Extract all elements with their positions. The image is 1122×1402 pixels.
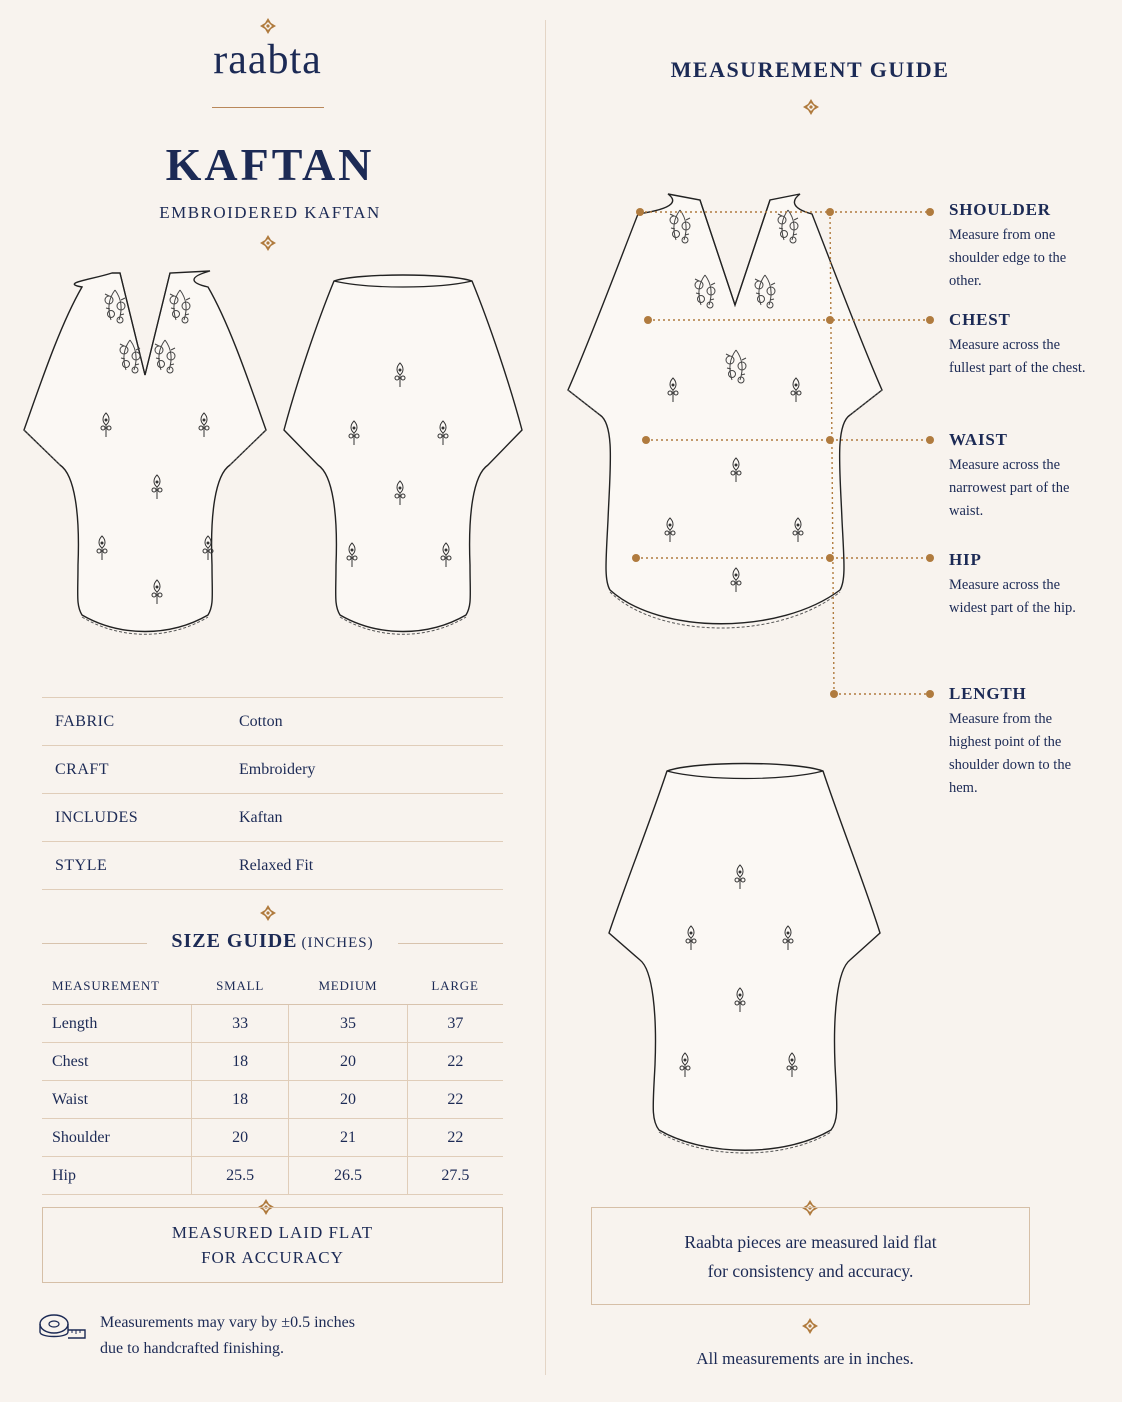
row-label: Length bbox=[42, 1005, 192, 1043]
size-guide-unit: (INCHES) bbox=[301, 935, 374, 951]
table-cell: 22 bbox=[407, 1081, 503, 1119]
table-cell: 25.5 bbox=[192, 1157, 289, 1195]
ornament-icon bbox=[258, 903, 278, 923]
spec-value: Kaftan bbox=[239, 808, 283, 826]
measure-name: HIP bbox=[949, 550, 982, 569]
row-label: Shoulder bbox=[42, 1119, 192, 1157]
table-cell: 20 bbox=[289, 1081, 407, 1119]
table-cell: 22 bbox=[407, 1119, 503, 1157]
heading-rule bbox=[398, 943, 503, 944]
table-row bbox=[42, 1119, 503, 1157]
column-divider bbox=[545, 20, 546, 1375]
table-cell: 20 bbox=[192, 1119, 289, 1157]
heading-rule bbox=[42, 943, 147, 944]
table-cell: 27.5 bbox=[407, 1157, 503, 1195]
column-header: MEASUREMENT bbox=[42, 968, 192, 1005]
column-header: SMALL bbox=[192, 968, 289, 1005]
column-header: MEDIUM bbox=[289, 968, 407, 1005]
footer-note: All measurements are in inches. bbox=[696, 1349, 914, 1368]
spec-value: Relaxed Fit bbox=[239, 856, 314, 874]
table-cell: 35 bbox=[289, 1005, 407, 1043]
ornament-icon bbox=[258, 233, 278, 253]
measure-name: LENGTH bbox=[949, 684, 1027, 703]
size-table bbox=[42, 968, 503, 1195]
measure-description: Measure across the fullest part of the chest. bbox=[949, 337, 1086, 376]
spec-key: CRAFT bbox=[55, 760, 110, 778]
table-cell: 22 bbox=[407, 1043, 503, 1081]
kaftan-front-sketch bbox=[20, 265, 270, 650]
spec-row-style bbox=[42, 841, 503, 890]
measure-name: SHOULDER bbox=[949, 200, 1051, 219]
row-label: Waist bbox=[42, 1081, 192, 1119]
table-cell: 21 bbox=[289, 1119, 407, 1157]
table-cell: 18 bbox=[192, 1043, 289, 1081]
ornament-icon bbox=[801, 97, 821, 117]
row-label: Chest bbox=[42, 1043, 192, 1081]
spec-row-craft bbox=[42, 745, 503, 793]
measure-length bbox=[949, 684, 1089, 800]
size-guide-title: SIZE GUIDE bbox=[171, 930, 298, 952]
table-row bbox=[42, 1005, 503, 1043]
measure-description: Measure from the highest point of the shoulder down to the hem. bbox=[949, 711, 1072, 796]
measure-hip bbox=[949, 550, 1089, 620]
brand-rule bbox=[212, 107, 324, 108]
product-subtitle: EMBROIDERED KAFTAN bbox=[159, 203, 381, 222]
measure-description: Measure across the widest part of the hip. bbox=[949, 577, 1076, 616]
column-header: LARGE bbox=[407, 968, 503, 1005]
table-row bbox=[42, 1157, 503, 1195]
ornament-icon bbox=[258, 16, 278, 36]
ornament-icon bbox=[800, 1316, 820, 1336]
spec-value: Embroidery bbox=[239, 760, 316, 778]
measuring-tape-icon bbox=[38, 1310, 88, 1346]
size-guide-heading bbox=[42, 930, 503, 953]
spec-row-fabric bbox=[42, 697, 503, 745]
info-line-2: for consistency and accuracy. bbox=[707, 1261, 914, 1281]
spec-value: Cotton bbox=[239, 712, 283, 730]
measure-chest bbox=[949, 310, 1089, 380]
table-row bbox=[42, 1081, 503, 1119]
measure-shoulder bbox=[949, 200, 1089, 293]
kaftan-back-measurement-sketch bbox=[605, 755, 885, 1160]
table-row bbox=[42, 1043, 503, 1081]
measurement-guide-title: MEASUREMENT GUIDE bbox=[670, 57, 950, 82]
tolerance-note bbox=[100, 1310, 355, 1362]
product-title: KAFTAN bbox=[165, 139, 375, 190]
info-line-1: Raabta pieces are measured laid flat bbox=[684, 1232, 937, 1252]
spec-key: STYLE bbox=[55, 856, 108, 874]
laid-flat-line-1: MEASURED LAID FLAT bbox=[171, 1223, 374, 1242]
info-box bbox=[591, 1207, 1030, 1305]
kaftan-back-sketch bbox=[278, 265, 528, 650]
table-cell: 37 bbox=[407, 1005, 503, 1043]
spec-table bbox=[42, 697, 503, 890]
table-cell: 18 bbox=[192, 1081, 289, 1119]
laid-flat-box bbox=[42, 1207, 503, 1283]
table-cell: 26.5 bbox=[289, 1157, 407, 1195]
spec-key: FABRIC bbox=[55, 712, 115, 730]
brand-logo: raabta bbox=[213, 37, 322, 83]
table-cell: 33 bbox=[192, 1005, 289, 1043]
measure-waist bbox=[949, 430, 1089, 523]
measure-description: Measure across the narrowest part of the waist. bbox=[949, 457, 1070, 519]
size-table-header bbox=[42, 968, 503, 1005]
row-label: Hip bbox=[42, 1157, 192, 1195]
measure-name: CHEST bbox=[949, 310, 1011, 329]
tolerance-line-1: Measurements may vary by ±0.5 inches bbox=[100, 1314, 355, 1331]
measure-description: Measure from one shoulder edge to the other. bbox=[949, 227, 1067, 289]
table-cell: 20 bbox=[289, 1043, 407, 1081]
spec-row-includes bbox=[42, 793, 503, 841]
measure-name: WAIST bbox=[949, 430, 1008, 449]
laid-flat-line-2: FOR ACCURACY bbox=[201, 1248, 344, 1267]
tolerance-line-2: due to handcrafted finishing. bbox=[100, 1340, 284, 1357]
spec-key: INCLUDES bbox=[55, 808, 139, 826]
kaftan-measurement-diagram bbox=[560, 180, 940, 710]
